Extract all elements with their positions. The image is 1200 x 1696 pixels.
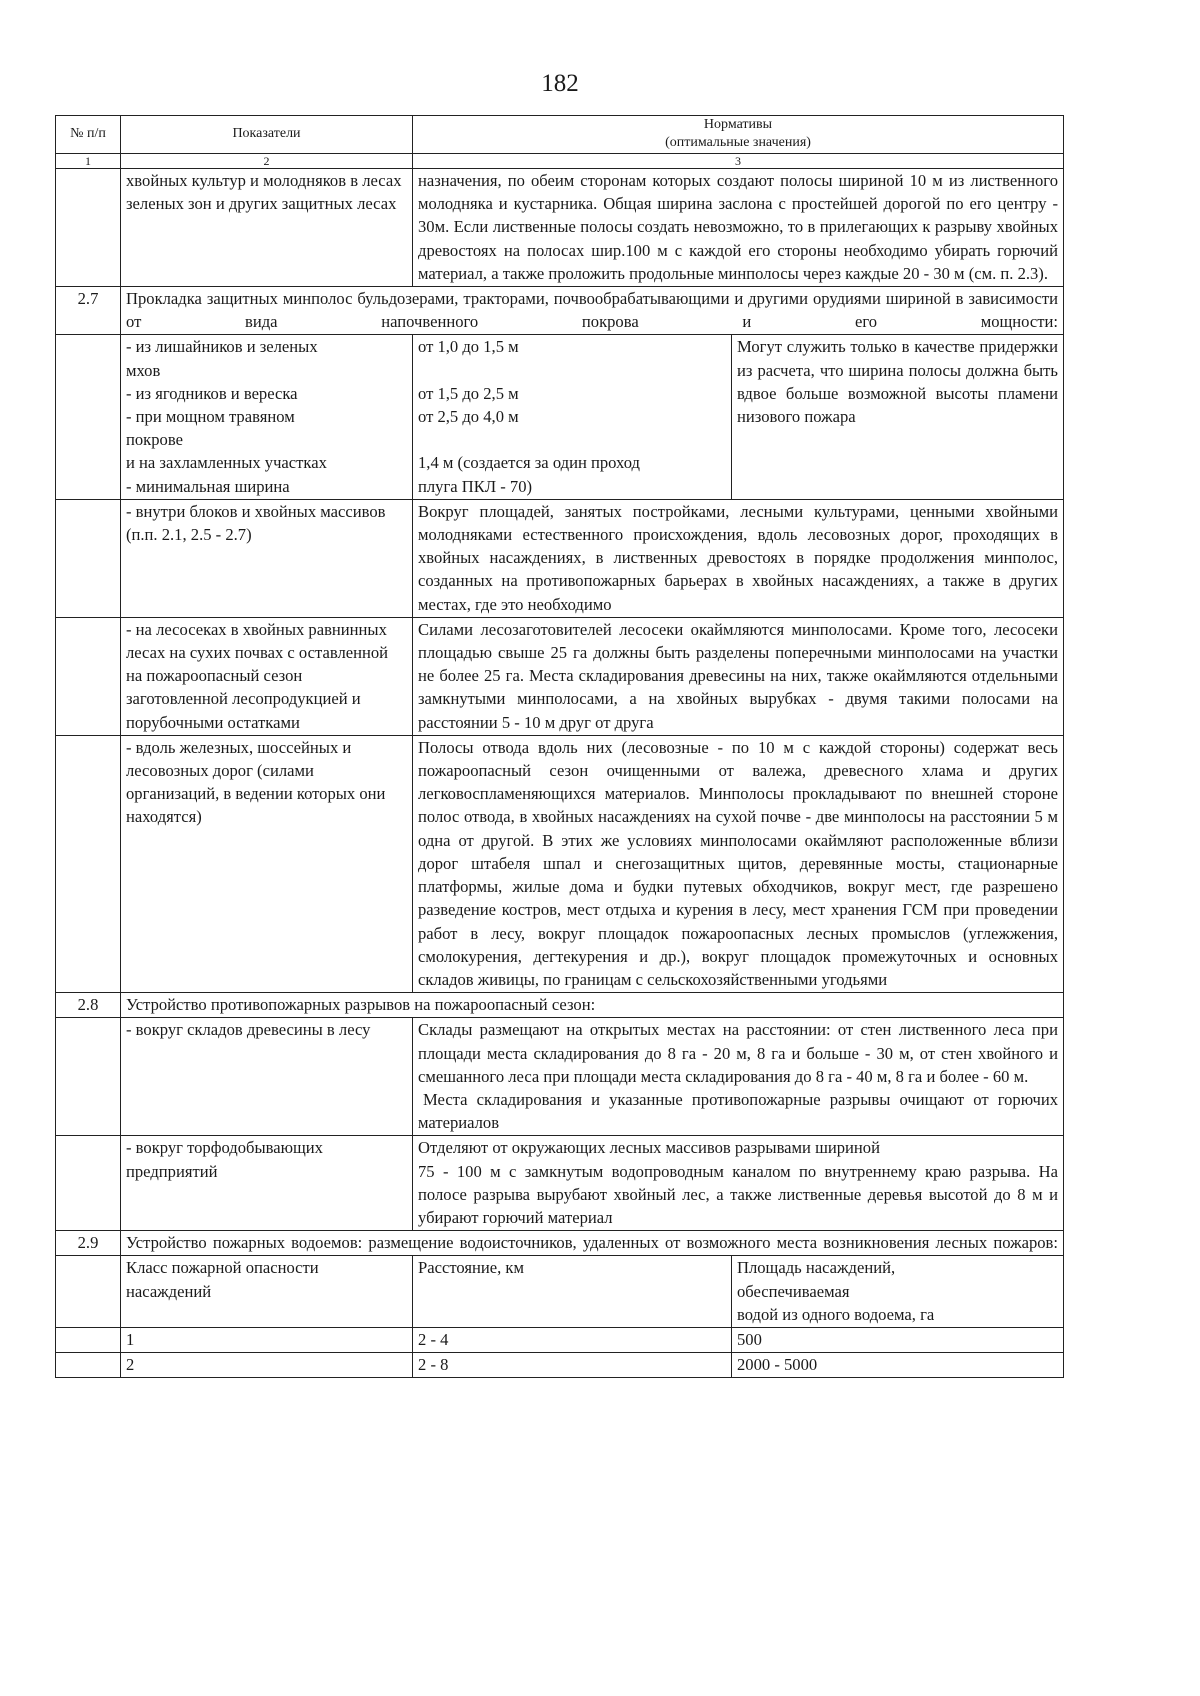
row-number xyxy=(56,617,121,735)
table-row xyxy=(56,499,1064,617)
section-title: Устройство пожарных водоемов: размещение водоисточников, удаленных от возможного места возникновения лесных пожаров: xyxy=(121,1231,1064,1256)
header-indicators: Показатели xyxy=(121,116,413,154)
row-number xyxy=(56,1136,121,1231)
subtable-header-row xyxy=(56,1256,1064,1328)
table-row xyxy=(56,735,1064,992)
table-header-row xyxy=(56,116,1064,154)
row-norm xyxy=(413,1136,1064,1231)
subtable-area: 2000 - 5000 xyxy=(732,1353,1064,1378)
subtable-class: 1 xyxy=(121,1327,413,1352)
row-norm xyxy=(413,1018,1064,1136)
section-title: Устройство противопожарных разрывов на пожароопасный сезон: xyxy=(121,993,1064,1018)
row-indicator: - из лишайников и зеленых мхов - из ягодников и вереска - при мощном травяном покрове и на захламленных участках - минимальная ширина xyxy=(121,335,413,499)
subtable-distance: 2 - 8 xyxy=(413,1353,732,1378)
column-number-2: 2 xyxy=(121,154,413,169)
row-number: 2.7 xyxy=(56,287,121,335)
subtable-area: 500 xyxy=(732,1327,1064,1352)
section-title: Прокладка защитных минполос бульдозерами, тракторами, почвообрабатывающими и другими орудиями шириной в зависимости от вида напочвенного покрова и его мощности: xyxy=(121,287,1064,335)
row-norm: Вокруг площадей, занятых постройками, лесными культурами, ценными хвойными молодняками естественного происхождения, вдоль лесовозных дорог, проходящих в хвойных насаждениях, в лиственных древостоях в порядке продолжения минполос, созданных на противопожарных барьерах в хвойных насаждениях, а также в других местах, где это необходимо xyxy=(413,499,1064,617)
header-number: № п/п xyxy=(56,116,121,154)
norms-table xyxy=(55,115,1064,1378)
section-row-2-9 xyxy=(56,1231,1064,1256)
row-number xyxy=(56,1256,121,1328)
row-norm-paragraph: Склады размещают на открытых местах на расстоянии: от стен лиственного леса при площади места складирования до 8 га - 20 м, 8 га и больше - 30 м, от стен хвойного и смешанного леса при площади места складирования до 8 га - 40 м, 8 га и более - 60 м. xyxy=(418,1020,1058,1086)
row-number xyxy=(56,499,121,617)
row-number xyxy=(56,335,121,499)
subtable-header-area: Площадь насаждений, обеспечиваемая водой из одного водоема, га xyxy=(732,1256,1064,1328)
row-norm-paragraph: Места складирования и указанные противопожарные разрывы очищают от горючих материалов xyxy=(418,1089,1058,1133)
row-norm: Силами лесозаготовителей лесосеки окаймляются минполосами. Кроме того, лесосеки площадью свыше 25 га должны быть разделены поперечными минполосами на участки не более 25 га. Места складирования древесины на них, также окаймляются отдельными замкнутыми минполосами, а на хвойных вырубках - двумя такими полосами на расстоянии 5 - 10 м друг от друга xyxy=(413,617,1064,735)
table-row xyxy=(56,169,1064,287)
section-row-2-7 xyxy=(56,287,1064,335)
subtable-row xyxy=(56,1327,1064,1352)
section-row-2-8 xyxy=(56,993,1064,1018)
row-norm-paragraph: 75 - 100 м с замкнутым водопроводным каналом по внутреннему краю разрыва. На полосе разрыва вырубают хвойный лес, а также лиственные деревья высотой до 8 м и убирают горючий материал xyxy=(418,1161,1058,1227)
row-number xyxy=(56,735,121,992)
table-row xyxy=(56,617,1064,735)
row-norm-paragraph: Отделяют от окружающих лесных массивов разрывами шириной xyxy=(418,1138,880,1158)
row-indicator: - вокруг складов древесины в лесу xyxy=(121,1018,413,1136)
table-row xyxy=(56,1136,1064,1231)
header-norms xyxy=(413,116,1064,154)
header-norms-subtitle: (оптимальные значения) xyxy=(665,135,811,150)
row-note: Могут служить только в качестве придержки из расчета, что ширина полосы должна быть вдвое больше возможной высоты пламени низового пожара xyxy=(732,335,1064,499)
row-norm: назначения, по обеим сторонам которых создают полосы шириной 10 м из лиственного молодняка и кустарника. Общая ширина заслона с простейшей дорогой по его центру - 30м. Если лиственные полосы создать невозможно, то в прилегающих к разрыву хвойных древостоях на полосах шир.100 м с каждой его стороны необходимо убирать горючий материал, а также проложить продольные минполосы через каждые 20 - 30 м (см. п. 2.3). xyxy=(413,169,1064,287)
row-number xyxy=(56,1327,121,1352)
subtable-class: 2 xyxy=(121,1353,413,1378)
subtable-row xyxy=(56,1353,1064,1378)
row-number xyxy=(56,1353,121,1378)
row-number xyxy=(56,1018,121,1136)
row-number xyxy=(56,169,121,287)
subtable-distance: 2 - 4 xyxy=(413,1327,732,1352)
row-indicator: - на лесосеках в хвойных равнинных лесах на сухих почвах с оставленной на пожароопасный сезон заготовленной лесопродукцией и порубочными остатками xyxy=(121,617,413,735)
row-indicator: - вдоль железных, шоссейных и лесовозных дорог (силами организаций, в ведении которых они находятся) xyxy=(121,735,413,992)
page-number: 182 xyxy=(541,70,579,97)
row-value: от 1,0 до 1,5 м от 1,5 до 2,5 м от 2,5 до 4,0 м 1,4 м (создается за один проход плуга ПКЛ - 70) xyxy=(413,335,732,499)
column-number-1: 1 xyxy=(56,154,121,169)
header-norms-title: Нормативы xyxy=(703,117,773,132)
row-number: 2.8 xyxy=(56,993,121,1018)
subtable-header-class: Класс пожарной опасности насаждений xyxy=(121,1256,413,1328)
row-indicator: хвойных культур и молодняков в лесах зеленых зон и других защитных лесах xyxy=(121,169,413,287)
table-row xyxy=(56,1018,1064,1136)
row-indicator: - вокруг торфодобывающих предприятий xyxy=(121,1136,413,1231)
subtable-header-distance: Расстояние, км xyxy=(413,1256,732,1328)
column-number-3: 3 xyxy=(413,154,1064,169)
row-number: 2.9 xyxy=(56,1231,121,1256)
row-indicator: - внутри блоков и хвойных массивов (п.п. 2.1, 2.5 - 2.7) xyxy=(121,499,413,617)
table-row xyxy=(56,335,1064,499)
row-norm: Полосы отвода вдоль них (лесовозные - по 10 м с каждой стороны) содержат весь пожароопасный сезон очищенными от валежа, древесного хлама и других легковоспламеняющихся материалов. Минполосы прокладывают по внешней стороне полос отвода, в хвойных насаждениях на сухой почве - две минполосы на расстоянии 5 м одна от другой. В этих же условиях минполосами окаймляют расположенные вблизи дорог штабеля шпал и снегозащитных щитов, деревянные мосты, стационарные платформы, жилые дома и будки путевых обходчиков, вокруг мест, где разрешено разведение костров, мест отдыха и курения в лесу, мест хранения ГСМ при проведении работ в лесу, вокруг площадок пожароопасных лесных промыслов (углежжения, смолокурения, дегтекурения и др.), вокруг площадок промежуточных и основных складов живицы, по границам с сельскохозяйственными угодьями xyxy=(413,735,1064,992)
table-column-numbers-row xyxy=(56,154,1064,169)
